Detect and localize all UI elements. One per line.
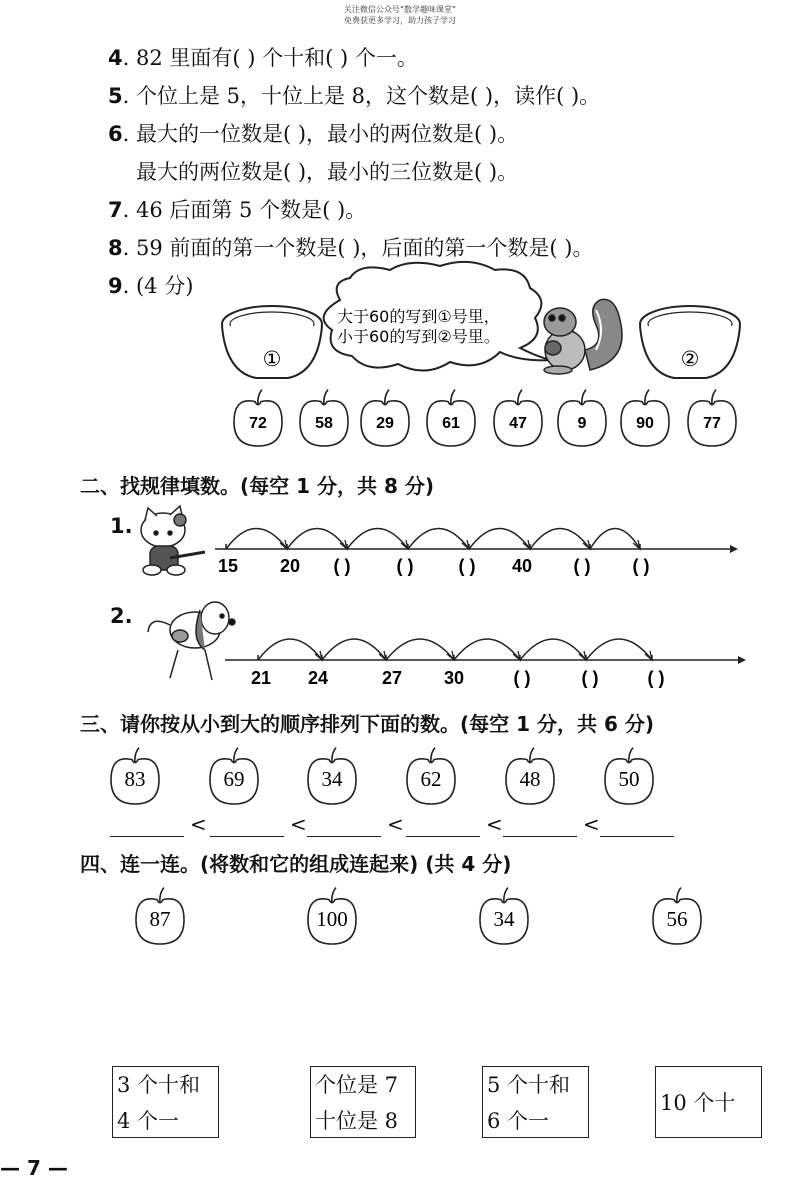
composition-box-1[interactable]: 3 个十和 4 个一 xyxy=(112,1066,219,1138)
sequence-1-value: ( ) xyxy=(396,556,414,576)
q9-illustration xyxy=(0,0,800,460)
sequence-2-value: 24 xyxy=(307,668,329,688)
bubble-line-2: 小于60的写到②号里。 xyxy=(337,327,500,346)
q9-apple-row xyxy=(234,390,736,446)
composition-box-3[interactable]: 5 个十和 6 个一 xyxy=(482,1066,589,1138)
sequence-1-value: 20 xyxy=(279,556,301,576)
question-9: 9. (4 分) xyxy=(108,274,194,298)
sequence-1-value: ( ) xyxy=(333,556,351,576)
order-apple-48 xyxy=(506,748,554,804)
match-apple-56-label: 56 xyxy=(666,907,688,931)
section-4-title: 四、连一连。(将数和它的组成连起来) (共 4 分) xyxy=(80,852,512,876)
sequence-2-arc xyxy=(454,639,520,660)
order-apple-48-label: 48 xyxy=(519,767,541,791)
match-apple-87-label: 87 xyxy=(149,907,171,931)
header-line-1: 关注微信公众号“数学趣味课堂” xyxy=(343,5,457,14)
question-5: 5. 个位上是 5，十位上是 8，这个数是( )，读作( )。 xyxy=(108,84,601,108)
composition-box-2[interactable]: 个位是 7 十位是 8 xyxy=(310,1066,416,1138)
order-blank-6[interactable] xyxy=(600,836,674,837)
sequence-1-arcs xyxy=(226,529,640,550)
page-number: — 7 — xyxy=(0,1156,68,1180)
order-blank-5[interactable] xyxy=(503,836,577,837)
sequence-1-arc xyxy=(408,529,469,550)
order-apple-50-label: 50 xyxy=(618,767,640,791)
order-apple-83-label: 83 xyxy=(124,767,146,791)
apple-9 xyxy=(558,390,606,446)
bowl-2 xyxy=(640,306,740,378)
apple-29-label: 29 xyxy=(376,415,394,432)
order-blank-1[interactable] xyxy=(110,836,184,837)
sequence-1-arc xyxy=(530,529,590,550)
order-apple-69-label: 69 xyxy=(223,767,245,791)
sequence-2-value: 27 xyxy=(381,668,403,688)
cat-illustration xyxy=(141,506,205,575)
apple-90-label: 90 xyxy=(636,415,654,432)
bubble-line-1: 大于60的写到①号里， xyxy=(337,307,500,326)
apple-61 xyxy=(427,390,475,446)
sequence-1-arc xyxy=(287,529,347,550)
bowl-1 xyxy=(222,306,322,378)
question-6: 6. 最大的一位数是( )，最小的两位数是( )。 xyxy=(108,122,519,146)
apple-61-label: 61 xyxy=(442,415,460,432)
sequence-2-value: 30 xyxy=(443,668,465,688)
dog-illustration xyxy=(148,602,235,680)
section-2-title: 二、找规律填数。(每空 1 分，共 8 分) xyxy=(80,474,434,498)
order-apple-62 xyxy=(407,748,455,804)
order-blank-2[interactable] xyxy=(210,836,284,837)
sequence-2-value: ( ) xyxy=(581,668,599,688)
apple-58 xyxy=(300,390,348,446)
sequence-2-arc xyxy=(586,639,652,660)
sequence-1-arc xyxy=(347,529,408,550)
sequence-1-label: 1. xyxy=(110,514,133,538)
question-6-line-2: 最大的两位数是( )，最小的三位数是( )。 xyxy=(136,160,519,184)
sequence-1-value: 15 xyxy=(217,556,239,576)
order-apple-83 xyxy=(111,748,159,804)
section-3-apples xyxy=(0,740,800,810)
bowl-2-label: ② xyxy=(680,347,700,371)
match-apple-100-label: 100 xyxy=(316,907,348,931)
apple-29 xyxy=(361,390,409,446)
sequence-2-value: ( ) xyxy=(647,668,665,688)
sequence-2-label: 2. xyxy=(110,604,133,628)
order-apple-69 xyxy=(210,748,258,804)
section-3-title: 三、请你按从小到大的顺序排列下面的数。(每空 1 分，共 6 分) xyxy=(80,712,654,736)
sequence-2-arc xyxy=(258,639,322,660)
sequence-diagrams xyxy=(0,500,800,700)
sequence-1-value: ( ) xyxy=(573,556,591,576)
match-apple-34 xyxy=(480,888,528,944)
apple-47-label: 47 xyxy=(509,415,527,432)
sequence-1-value: ( ) xyxy=(632,556,650,576)
order-apple-62-label: 62 xyxy=(420,767,442,791)
sequence-2-arc xyxy=(386,639,454,660)
sequence-2-value: 21 xyxy=(250,668,272,688)
less-than-sign: < xyxy=(387,812,404,836)
sequence-1-value: ( ) xyxy=(458,556,476,576)
less-than-sign: < xyxy=(290,812,307,836)
bowl-1-label: ① xyxy=(262,347,282,371)
match-apple-56 xyxy=(653,888,701,944)
apple-90 xyxy=(621,390,669,446)
sequence-1-arc xyxy=(590,529,640,550)
apple-72-label: 72 xyxy=(249,415,267,432)
apple-47 xyxy=(494,390,542,446)
less-than-sign: < xyxy=(583,812,600,836)
less-than-sign: < xyxy=(190,812,207,836)
sequence-2-arc xyxy=(322,639,386,660)
header-line-2: 免费获更多学习，助力孩子学习 xyxy=(344,16,456,25)
match-apple-87 xyxy=(136,888,184,944)
order-apple-34-label: 34 xyxy=(321,767,343,791)
question-7: 7. 46 后面第 5 个数是( )。 xyxy=(108,198,367,222)
apple-9-label: 9 xyxy=(577,415,587,432)
sequence-2-arcs xyxy=(258,639,652,660)
section-4-apples xyxy=(0,880,800,950)
match-apple-34-label: 34 xyxy=(493,907,515,931)
composition-box-4[interactable]: 10 个十 xyxy=(655,1066,762,1138)
question-4: 4. 82 里面有( ) 个十和( ) 个一。 xyxy=(108,46,418,70)
less-than-sign: < xyxy=(486,812,503,836)
order-blank-4[interactable] xyxy=(406,836,480,837)
sequence-2-labels xyxy=(251,668,665,688)
match-apple-100 xyxy=(308,888,356,944)
sequence-1-value: 40 xyxy=(511,556,533,576)
apple-77-label: 77 xyxy=(703,415,721,432)
order-blank-3[interactable] xyxy=(307,836,381,837)
order-apple-50 xyxy=(605,748,653,804)
sequence-1-arc xyxy=(469,529,530,550)
apple-58-label: 58 xyxy=(315,415,333,432)
sequence-2-value: ( ) xyxy=(513,668,531,688)
sequence-1-labels xyxy=(218,556,650,576)
order-apple-34 xyxy=(308,748,356,804)
apple-77 xyxy=(688,390,736,446)
sequence-1-arc xyxy=(226,529,287,550)
question-8: 8. 59 前面的第一个数是( )，后面的第一个数是( )。 xyxy=(108,236,594,260)
apple-72 xyxy=(234,390,282,446)
speech-bubble xyxy=(324,262,552,371)
sequence-2-arc xyxy=(520,639,586,660)
squirrel-illustration xyxy=(544,299,622,374)
